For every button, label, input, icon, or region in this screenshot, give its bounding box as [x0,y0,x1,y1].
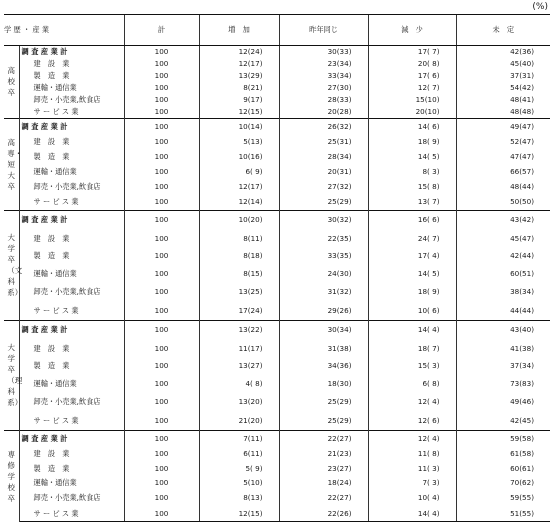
total-cell: 100 [124,94,199,106]
total-cell: 100 [124,446,199,461]
industry-cell: サ ー ビ ス 業 [19,301,124,320]
education-group-label: 高専・短大卒 [7,137,23,191]
increase-cell: 10(16) [199,149,279,164]
table-row [4,411,550,430]
decrease-cell: 11( 8) [368,446,456,461]
industry-cell: サ ー ビ ス 業 [19,105,124,118]
decrease-cell: 17( 7) [368,46,456,59]
increase-cell: 21(20) [199,411,279,430]
table-row [4,164,550,179]
header-education-industry: 学 歴 ・ 産 業 [4,15,124,46]
industry-cell: サ ー ビ ス 業 [19,194,124,210]
same-cell: 20(28) [279,105,368,118]
same-cell: 28(33) [279,94,368,106]
same-cell: 22(27) [279,490,368,505]
total-cell: 100 [124,118,199,134]
increase-cell: 13(25) [199,283,279,301]
same-cell: 24(30) [279,265,368,283]
undecided-cell: 48(48) [456,105,550,118]
increase-cell: 5(13) [199,134,279,149]
decrease-cell: 16( 6) [368,210,456,229]
decrease-cell: 14( 5) [368,149,456,164]
industry-cell: 建 設 業 [19,134,124,149]
header-same: 昨年同じ [279,15,368,46]
undecided-cell: 43(42) [456,210,550,229]
education-group-label: 大学卒（理科系） [7,343,23,408]
increase-cell: 13(29) [199,70,279,82]
total-cell: 100 [124,461,199,476]
table-row [4,179,550,194]
total-cell: 100 [124,134,199,149]
table-row [4,357,550,375]
undecided-cell: 51(55) [456,505,550,521]
table-row [4,229,550,247]
total-cell: 100 [124,229,199,247]
industry-cell: 調 査 産 業 計 [19,320,124,339]
total-cell: 100 [124,375,199,393]
table-row [4,476,550,491]
industry-cell: 卸売・小売業,飲食店 [19,94,124,106]
industry-cell: 卸売・小売業,飲食店 [19,490,124,505]
undecided-cell: 73(83) [456,375,550,393]
industry-cell: サ ー ビ ス 業 [19,505,124,521]
industry-cell: 運輸・通信業 [19,265,124,283]
decrease-cell: 18( 9) [368,283,456,301]
undecided-cell: 45(40) [456,58,550,70]
industry-cell: 建 設 業 [19,229,124,247]
total-cell: 100 [124,301,199,320]
education-group-cell [4,46,19,119]
industry-cell: 製 造 業 [19,461,124,476]
table-row [4,134,550,149]
industry-cell: サ ー ビ ス 業 [19,411,124,430]
header-undecided: 未 定 [456,15,550,46]
decrease-cell: 10( 6) [368,301,456,320]
industry-cell: 運輸・通信業 [19,164,124,179]
increase-cell: 5(10) [199,476,279,491]
undecided-cell: 60(61) [456,461,550,476]
same-cell: 25(29) [279,393,368,411]
same-cell: 27(32) [279,179,368,194]
industry-cell: 卸売・小売業,飲食店 [19,179,124,194]
decrease-cell: 20(10) [368,105,456,118]
total-cell: 100 [124,320,199,339]
decrease-cell: 17( 6) [368,70,456,82]
header-increase: 増 加 [199,15,279,46]
header-total: 計 [124,15,199,46]
undecided-cell: 49(47) [456,118,550,134]
increase-cell: 8(13) [199,490,279,505]
increase-cell: 10(14) [199,118,279,134]
total-cell: 100 [124,46,199,59]
table-row [4,210,550,229]
total-cell: 100 [124,210,199,229]
total-cell: 100 [124,339,199,357]
decrease-cell: 13( 7) [368,194,456,210]
decrease-cell: 8( 3) [368,164,456,179]
increase-cell: 9(17) [199,94,279,106]
decrease-cell: 12( 4) [368,430,456,446]
industry-cell: 卸売・小売業,飲食店 [19,283,124,301]
undecided-cell: 48(44) [456,179,550,194]
table-row [4,505,550,521]
same-cell: 30(33) [279,46,368,59]
decrease-cell: 15( 3) [368,357,456,375]
table-row [4,70,550,82]
undecided-cell: 43(40) [456,320,550,339]
increase-cell: 8(15) [199,265,279,283]
undecided-cell: 38(34) [456,283,550,301]
undecided-cell: 59(58) [456,430,550,446]
table-row [4,393,550,411]
same-cell: 22(35) [279,229,368,247]
increase-cell: 8(11) [199,229,279,247]
total-cell: 100 [124,265,199,283]
undecided-cell: 59(55) [456,490,550,505]
industry-cell: 調 査 産 業 計 [19,118,124,134]
decrease-cell: 15( 8) [368,179,456,194]
total-cell: 100 [124,82,199,94]
total-cell: 100 [124,476,199,491]
education-group-cell [4,430,19,521]
undecided-cell: 52(47) [456,134,550,149]
education-group-label: 高校卒 [7,66,15,98]
same-cell: 33(35) [279,247,368,265]
table-row [4,265,550,283]
industry-cell: 建 設 業 [19,339,124,357]
undecided-cell: 61(58) [456,446,550,461]
education-group-cell [4,210,23,320]
decrease-cell: 14( 4) [368,505,456,521]
undecided-cell: 42(45) [456,411,550,430]
table-row [4,194,550,210]
increase-cell: 4( 8) [199,375,279,393]
industry-cell: 運輸・通信業 [19,82,124,94]
decrease-cell: 18( 9) [368,134,456,149]
increase-cell: 12(17) [199,179,279,194]
total-cell: 100 [124,357,199,375]
table-row [4,82,550,94]
undecided-cell: 48(41) [456,94,550,106]
increase-cell: 6(11) [199,446,279,461]
undecided-cell: 70(62) [456,476,550,491]
header-decrease: 減 少 [368,15,456,46]
increase-cell: 12(15) [199,505,279,521]
table-row [4,490,550,505]
education-group-label: 大学卒（文科系） [7,233,23,298]
table-row [4,375,550,393]
industry-cell: 調 査 産 業 計 [19,430,124,446]
decrease-cell: 6( 8) [368,375,456,393]
increase-cell: 13(20) [199,393,279,411]
industry-cell: 運輸・通信業 [19,476,124,491]
table-row [4,301,550,320]
increase-cell: 10(20) [199,210,279,229]
total-cell: 100 [124,505,199,521]
increase-cell: 5( 9) [199,461,279,476]
total-cell: 100 [124,490,199,505]
table-row [4,247,550,265]
same-cell: 34(36) [279,357,368,375]
same-cell: 27(30) [279,82,368,94]
increase-cell: 12(17) [199,58,279,70]
header-row [4,15,550,46]
table-row [4,105,550,118]
table-row [4,320,550,339]
undecided-cell: 42(44) [456,247,550,265]
table-row [4,446,550,461]
education-group-cell [4,118,23,210]
unit-label: (%) [532,2,548,12]
increase-cell: 13(27) [199,357,279,375]
undecided-cell: 66(57) [456,164,550,179]
increase-cell: 13(22) [199,320,279,339]
industry-cell: 製 造 業 [19,149,124,164]
total-cell: 100 [124,411,199,430]
decrease-cell: 12( 6) [368,411,456,430]
table-row [4,149,550,164]
undecided-cell: 49(46) [456,393,550,411]
industry-cell: 製 造 業 [19,247,124,265]
same-cell: 26(32) [279,118,368,134]
increase-cell: 12(14) [199,194,279,210]
undecided-cell: 60(51) [456,265,550,283]
decrease-cell: 12( 7) [368,82,456,94]
same-cell: 23(34) [279,58,368,70]
increase-cell: 17(24) [199,301,279,320]
decrease-cell: 14( 5) [368,265,456,283]
same-cell: 31(38) [279,339,368,357]
decrease-cell: 12( 4) [368,393,456,411]
decrease-cell: 20( 8) [368,58,456,70]
industry-cell: 運輸・通信業 [19,375,124,393]
total-cell: 100 [124,105,199,118]
decrease-cell: 7( 3) [368,476,456,491]
same-cell: 29(26) [279,301,368,320]
education-group-label: 専修学校卒 [7,449,15,503]
same-cell: 25(29) [279,194,368,210]
same-cell: 23(27) [279,461,368,476]
undecided-cell: 45(47) [456,229,550,247]
undecided-cell: 54(42) [456,82,550,94]
table-row [4,339,550,357]
total-cell: 100 [124,70,199,82]
total-cell: 100 [124,179,199,194]
table-row [4,283,550,301]
undecided-cell: 44(44) [456,301,550,320]
decrease-cell: 15(10) [368,94,456,106]
increase-cell: 12(15) [199,105,279,118]
same-cell: 30(34) [279,320,368,339]
same-cell: 25(31) [279,134,368,149]
undecided-cell: 37(31) [456,70,550,82]
increase-cell: 8(21) [199,82,279,94]
same-cell: 18(24) [279,476,368,491]
industry-cell: 調 査 産 業 計 [19,210,124,229]
increase-cell: 6( 9) [199,164,279,179]
increase-cell: 12(24) [199,46,279,59]
decrease-cell: 24( 7) [368,229,456,247]
total-cell: 100 [124,164,199,179]
wage-outlook-table [4,14,550,522]
total-cell: 100 [124,58,199,70]
industry-cell: 製 造 業 [19,357,124,375]
education-group-cell [4,320,23,430]
decrease-cell: 10( 4) [368,490,456,505]
table-row [4,46,550,59]
industry-cell: 製 造 業 [19,70,124,82]
industry-cell: 調 査 産 業 計 [19,46,124,59]
table-row [4,58,550,70]
decrease-cell: 18( 7) [368,339,456,357]
undecided-cell: 50(50) [456,194,550,210]
industry-cell: 建 設 業 [19,446,124,461]
decrease-cell: 11( 3) [368,461,456,476]
same-cell: 21(23) [279,446,368,461]
total-cell: 100 [124,430,199,446]
total-cell: 100 [124,283,199,301]
same-cell: 22(26) [279,505,368,521]
table-row [4,118,550,134]
total-cell: 100 [124,247,199,265]
undecided-cell: 42(36) [456,46,550,59]
table-row [4,461,550,476]
same-cell: 28(34) [279,149,368,164]
same-cell: 20(31) [279,164,368,179]
same-cell: 22(27) [279,430,368,446]
same-cell: 33(34) [279,70,368,82]
undecided-cell: 37(34) [456,357,550,375]
total-cell: 100 [124,194,199,210]
table-body [4,46,550,522]
same-cell: 30(32) [279,210,368,229]
increase-cell: 7(11) [199,430,279,446]
decrease-cell: 14( 4) [368,320,456,339]
table-row [4,430,550,446]
table-row [4,94,550,106]
total-cell: 100 [124,393,199,411]
industry-cell: 卸売・小売業,飲食店 [19,393,124,411]
same-cell: 25(29) [279,411,368,430]
same-cell: 31(32) [279,283,368,301]
decrease-cell: 14( 6) [368,118,456,134]
undecided-cell: 47(47) [456,149,550,164]
undecided-cell: 41(38) [456,339,550,357]
total-cell: 100 [124,149,199,164]
decrease-cell: 17( 4) [368,247,456,265]
increase-cell: 11(17) [199,339,279,357]
same-cell: 18(30) [279,375,368,393]
industry-cell: 建 設 業 [19,58,124,70]
increase-cell: 8(18) [199,247,279,265]
